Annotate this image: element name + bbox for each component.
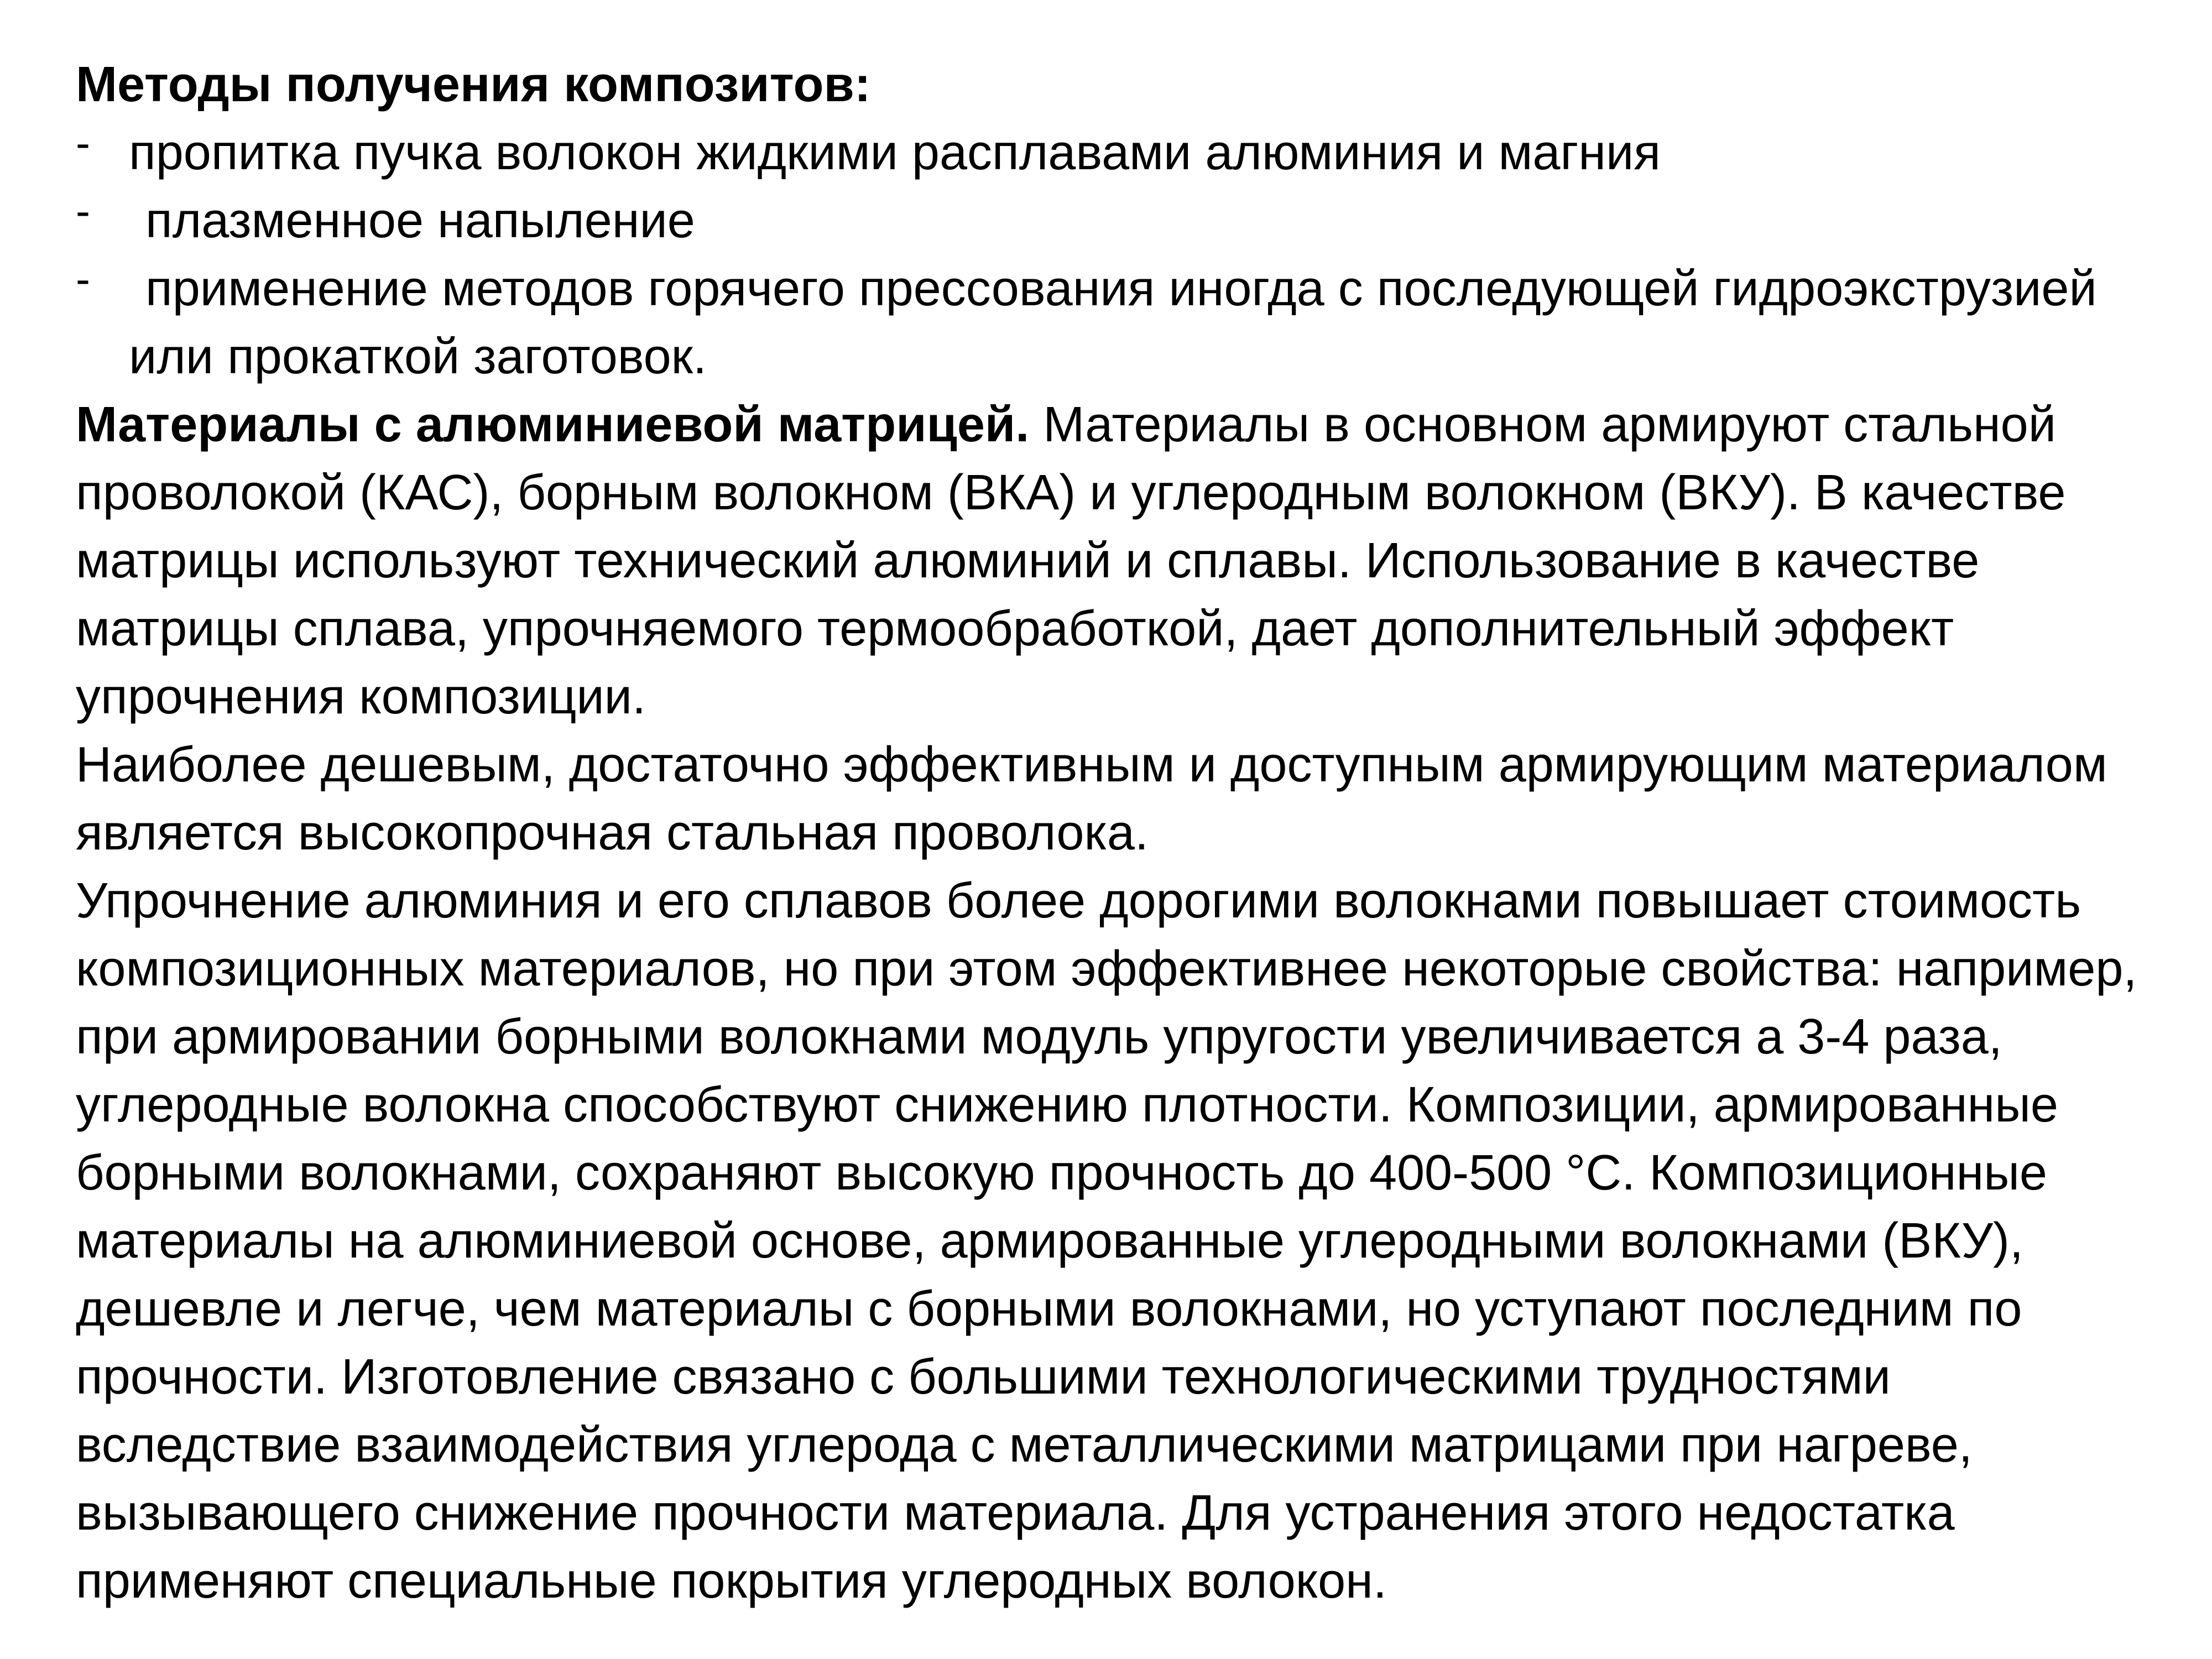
aluminum-matrix-lead: Материалы с алюминиевой матрицей. [76,397,1030,452]
methods-heading: Методы получения композитов: [76,57,871,112]
method-item [76,187,2144,255]
slide-text-body [76,51,2144,1615]
bullet-dash: - [76,186,90,235]
bullet-dash: - [76,254,90,303]
method-item-text: применение методов горячего прессования иногда с последующей гидроэкструзией или прокаткой заготовок. [129,261,2097,384]
method-item [76,119,2144,187]
bullet-dash: - [76,118,90,167]
method-item-text: плазменное напыление [145,193,695,248]
steel-wire-paragraph: Наиболее дешевым, достаточно эффективным и доступным армирующим материалом является высокопрочная стальная проволока. [76,737,2107,860]
method-item-text: пропитка пучка волокон жидкими расплавами алюминия и магния [129,125,1661,180]
methods-list [76,119,2144,391]
aluminum-matrix-text: Материалы в основном армируют стальной проволокой (КАС), борным волокном (ВКА) и углеродным волокном (ВКУ). В качестве матрицы используют технический алюминий и сплавы. Использование в качестве матрицы сплава, упрочняемого термообработкой, дает дополнительный эффект упрочнения композиции. [76,397,2066,724]
fiber-strengthening-paragraph: Упрочнение алюминия и его сплавов более дорогими волокнами повышает стоимость композиционных материалов, но при этом эффективнее некоторые свойства: например, при армировании борными волокнами модуль упругости увеличивается а 3-4 раза, углеродные волокна способствуют снижению плотности. Композиции, армированные борными волокнами, сохраняют высокую прочность до 400-500 °С. Композиционные материалы на алюминиевой основе, армированные углеродными волокнами (ВКУ), дешевле и легче, чем материалы с борными волокнами, но уступают последним по прочности. Изготовление связано с большими технологическими трудностями вследствие взаимодействия углерода с металлическими матрицами при нагреве, вызывающего снижение прочности материала. Для устранения этого недостатка применяют специальные покрытия углеродных волокон. [76,873,2137,1609]
method-item [76,255,2144,391]
aluminum-matrix-paragraph [76,391,2144,731]
